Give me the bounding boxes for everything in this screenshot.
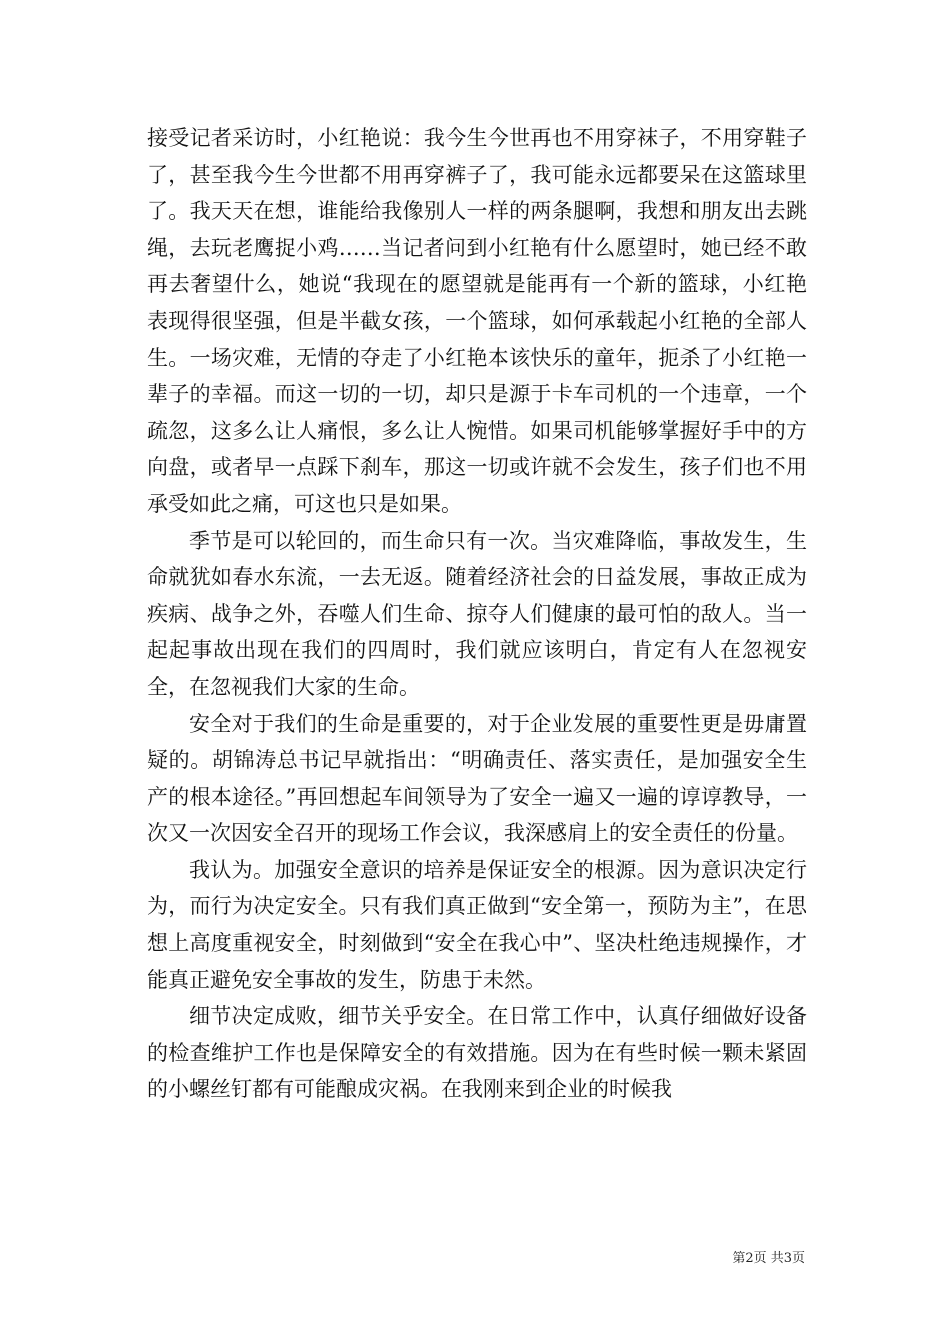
paragraph-4: 我认为。加强安全意识的培养是保证安全的根源。因为意识决定行为，而行为决定安全。只有我们真正做到“安全第一，预防为主”，在思想上高度重视安全，时刻做到“安全在我心中”、坚决杜绝违规操作，才能真正避免安全事故的发生，防患于未然。 bbox=[147, 857, 807, 992]
paragraph-3: 安全对于我们的生命是重要的，对于企业发展的重要性更是毋庸置疑的。胡锦涛总书记早就指出：“明确责任、落实责任，是加强安全生产的根本途径。”再回想起车间领导为了安全一遍又一遍的谆谆教导，一次又一次因安全召开的现场工作会议，我深感肩上的安全责任的份量。 bbox=[147, 711, 807, 846]
paragraph-1: 接受记者采访时，小红艳说：我今生今世再也不用穿袜子，不用穿鞋子了，甚至我今生今世都不用再穿裤子了，我可能永远都要呆在这篮球里了。我天天在想，谁能给我像别人一样的两条腿啊，我想和朋友出去跳绳，去玩老鹰捉小鸡……当记者问到小红艳有什么愿望时，她已经不敢再去奢望什么，她说“我现在的愿望就是能再有一个新的篮球，小红艳表现得很坚强，但是半截女孩，一个篮球，如何承载起小红艳的全部人生。一场灾难，无情的夺走了小红艳本该快乐的童年，扼杀了小红艳一辈子的幸福。而这一切的一切，却只是源于卡车司机的一个违章，一个疏忽，这多么让人痛恨，多么让人惋惜。如果司机能够掌握好手中的方向盘，或者早一点踩下刹车，那这一切或许就不会发生，孩子们也不用承受如此之痛，可这也只是如果。 bbox=[147, 126, 807, 516]
paragraph-5: 细节决定成败，细节关乎安全。在日常工作中，认真仔细做好设备的检查维护工作也是保障安全的有效措施。因为在有些时候一颗未紧固的小螺丝钉都有可能酿成灾祸。在我刚来到企业的时候我 bbox=[147, 1004, 807, 1102]
paragraph-2: 季节是可以轮回的，而生命只有一次。当灾难降临，事故发生，生命就犹如春水东流，一去无返。随着经济社会的日益发展，事故正成为疾病、战争之外，吞噬人们生命、掠夺人们健康的最可怕的敌人。当一起起事故出现在我们的四周时，我们就应该明白，肯定有人在忽视安全，在忽视我们大家的生命。 bbox=[147, 528, 807, 699]
document-body bbox=[147, 120, 807, 1108]
page-number-footer: 第2页 共3页 bbox=[732, 1251, 805, 1266]
